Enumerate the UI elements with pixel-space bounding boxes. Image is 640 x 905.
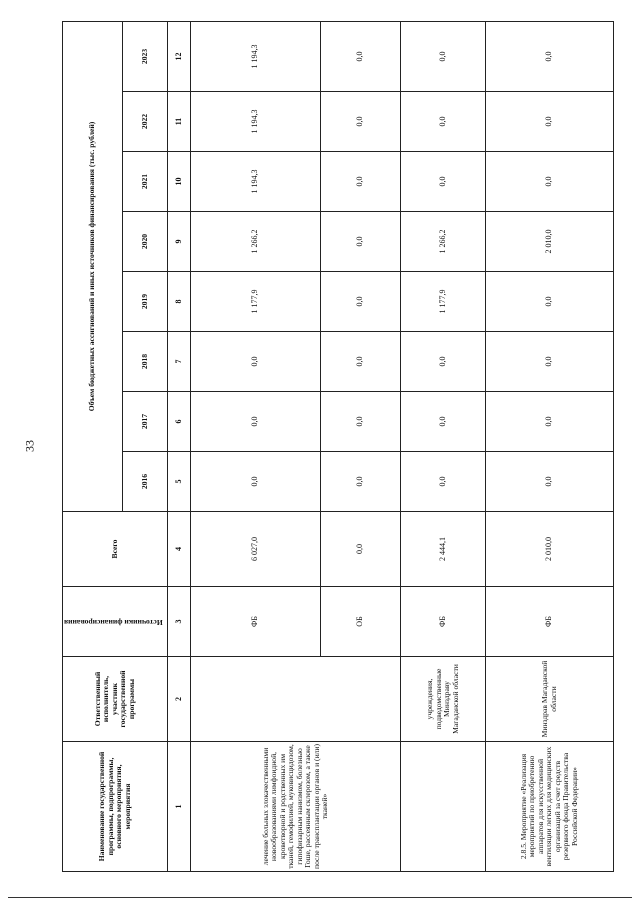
row-source: ФБ xyxy=(486,587,614,657)
row-value: 0,0 xyxy=(486,392,614,452)
row-executor: учреждения, подведомственные Минздраву Магаданской области xyxy=(401,657,486,742)
column-number: 9 xyxy=(168,212,191,272)
header-year: 2019 xyxy=(123,272,168,332)
row-total: 6 027,0 xyxy=(191,512,321,587)
row-value: 0,0 xyxy=(486,332,614,392)
column-number: 8 xyxy=(168,272,191,332)
header-source-text: Источники финансирования xyxy=(64,617,164,627)
row-total: 2 010,0 xyxy=(486,512,614,587)
row-value: 0,0 xyxy=(321,272,401,332)
column-number: 4 xyxy=(168,512,191,587)
header-year: 2020 xyxy=(123,212,168,272)
header-year: 2021 xyxy=(123,152,168,212)
row-total: 2 444,1 xyxy=(401,512,486,587)
row-name xyxy=(401,742,486,872)
column-number: 10 xyxy=(168,152,191,212)
row-value: 0,0 xyxy=(401,452,486,512)
row-value: 1 177,9 xyxy=(191,272,321,332)
column-number: 3 xyxy=(168,587,191,657)
row-source: ФБ xyxy=(191,587,321,657)
column-number: 11 xyxy=(168,92,191,152)
row-value: 0,0 xyxy=(191,332,321,392)
row-value: 0,0 xyxy=(401,152,486,212)
column-number-row xyxy=(168,21,191,871)
header-year: 2022 xyxy=(123,92,168,152)
row-value: 0,0 xyxy=(321,392,401,452)
row-executor: Минздрав Магаданской области xyxy=(486,657,614,742)
row-value: 0,0 xyxy=(486,21,614,91)
column-number: 7 xyxy=(168,332,191,392)
column-number: 2 xyxy=(168,657,191,742)
row-value: 0,0 xyxy=(321,152,401,212)
column-number: 6 xyxy=(168,392,191,452)
row-value: 0,0 xyxy=(486,272,614,332)
row-value: 0,0 xyxy=(191,392,321,452)
header-total: Всего xyxy=(63,512,168,587)
financing-table xyxy=(62,21,614,872)
row-value: 1 194,3 xyxy=(191,21,321,91)
row-value: 0,0 xyxy=(486,152,614,212)
row-value: 1 266,2 xyxy=(191,212,321,272)
row-total: 0,0 xyxy=(321,512,401,587)
header-year: 2016 xyxy=(123,452,168,512)
row-value: 0,0 xyxy=(401,92,486,152)
header-name: Наименование государственной программы, подпрограммы, основного мероприятия, мероприятия xyxy=(63,742,168,872)
row-source: ФБ xyxy=(401,587,486,657)
row-executor xyxy=(191,657,401,742)
row-value: 2 010,0 xyxy=(486,212,614,272)
row-value: 0,0 xyxy=(321,21,401,91)
page-number-text: 33 xyxy=(22,440,37,452)
row-name: лечение больных злокачественными новообразованиями лимфоидной, кроветворной и родственных им тканей, гемофилией, муковисцидозом, гипофизарным нанизмом, болезнью Гоше, рассеянным склерозом, а также после трансплантации органов и (или) тканей» xyxy=(191,742,401,872)
row-value: 0,0 xyxy=(401,332,486,392)
header-year: 2018 xyxy=(123,332,168,392)
column-number: 1 xyxy=(168,742,191,872)
row-value: 1 177,9 xyxy=(401,272,486,332)
row-value: 0,0 xyxy=(321,92,401,152)
header-source xyxy=(63,587,168,657)
table-row xyxy=(401,21,486,871)
row-value: 0,0 xyxy=(321,212,401,272)
row-value: 0,0 xyxy=(486,92,614,152)
row-value: 0,0 xyxy=(401,21,486,91)
column-number: 12 xyxy=(168,21,191,91)
row-value: 0,0 xyxy=(321,332,401,392)
header-funding-group: Объем бюджетных ассигнований и иных источников финансирования (тыс. рублей) xyxy=(63,21,123,511)
row-value: 0,0 xyxy=(191,452,321,512)
row-value: 0,0 xyxy=(401,392,486,452)
row-value: 0,0 xyxy=(486,452,614,512)
row-source: ОБ xyxy=(321,587,401,657)
bottom-rule xyxy=(8,897,632,898)
row-value: 1 266,2 xyxy=(401,212,486,272)
header-year: 2017 xyxy=(123,392,168,452)
header-executor: Ответственный исполнитель, участник государственной программы xyxy=(63,657,168,742)
table-row xyxy=(486,21,614,871)
rotated-table-container xyxy=(62,22,612,872)
row-name: 2.8.5. Мероприятие «Реализация мероприятий по приобретению аппаратов для искусственной вентиляции легких для медицинских организаций за счет средств резервного фонда Правительства Российской Федерации» xyxy=(486,742,614,872)
row-value: 1 194,3 xyxy=(191,152,321,212)
table-row xyxy=(191,21,321,871)
header-year: 2023 xyxy=(123,21,168,91)
row-value: 1 194,3 xyxy=(191,92,321,152)
row-value: 0,0 xyxy=(321,452,401,512)
column-number: 5 xyxy=(168,452,191,512)
